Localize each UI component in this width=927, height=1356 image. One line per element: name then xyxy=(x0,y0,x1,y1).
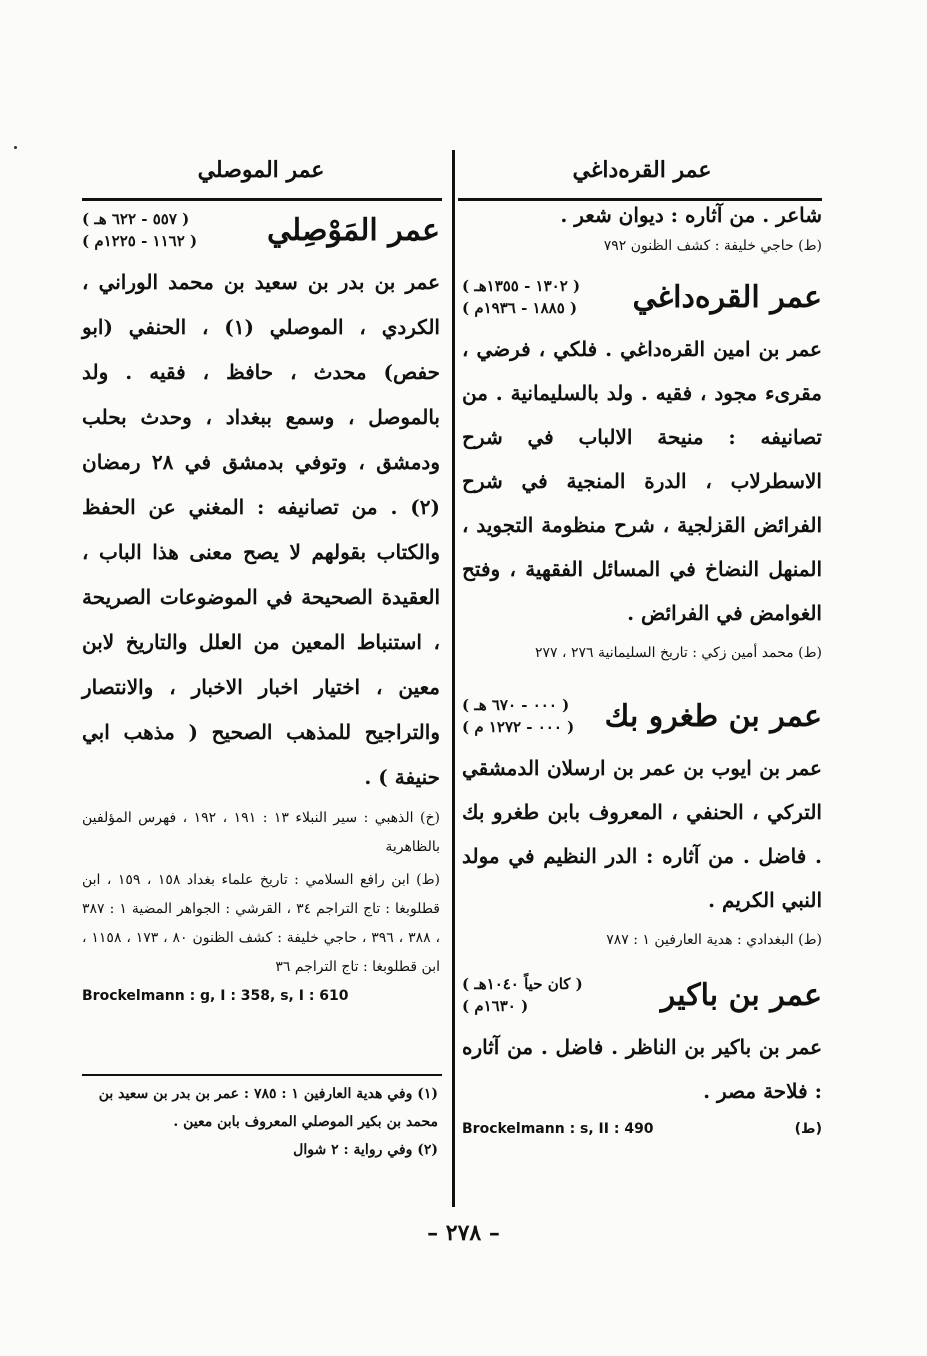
header-rule-right xyxy=(458,198,822,201)
gregorian-dates: ( ١٨٨٥ - ١٩٣٦م ) xyxy=(462,299,578,317)
entry-header xyxy=(462,973,822,1017)
entry-reference: (خ) الذهبي : سير النبلاء ١٣ : ١٩١ ، ١٩٢ ، فهرس المؤلفين بالظاهرية xyxy=(82,810,440,855)
speck xyxy=(14,146,17,149)
entry-name: عمر المَوْصِلي xyxy=(267,212,440,248)
entry-header xyxy=(462,275,822,319)
hijri-dates: ( ٠٠٠ - ٦٧٠ هـ ) xyxy=(462,696,570,714)
intro-reference: (ط) حاجي خليفة : كشف الظنون ٧٩٢ xyxy=(603,238,822,254)
footnotes xyxy=(82,1080,438,1164)
entry-body: عمر بن امين القره‌داغي . فلكي ، فرضي ، مقرىء مجود ، فقيه . ولد بالسليمانية . من تصانيفه : منيحة الالباب في شرح الاسطرلاب ، الدرة المنجية في شرح الفرائض القزلجية ، شرح منظومة التجويد ، المنهل النضاخ في المسائل الفقهية ، وفتح الغوامض في الفرائض . xyxy=(462,337,822,625)
entry-header xyxy=(82,208,440,252)
entry-reference: (ط) البغدادي : هدية العارفين ١ : ٧٨٧ xyxy=(606,932,822,948)
gregorian-dates: ( ٠٠٠ - ١٢٧٢ م ) xyxy=(462,718,575,736)
right-column xyxy=(462,150,822,1137)
hijri-dates: ( كان حياً ١٠٤٠هـ ) xyxy=(462,975,583,993)
hijri-dates: ( ١٣٠٢ - ١٣٥٥هـ ) xyxy=(462,277,581,295)
latin-reference: Brockelmann : g, I : 358, s, I : 610 xyxy=(82,988,349,1004)
left-column xyxy=(82,150,440,1010)
entry-dates xyxy=(462,973,583,1017)
entry-name: عمر بن طغرو بك xyxy=(604,698,822,734)
reference-marker: (ط) xyxy=(794,1121,822,1137)
column-divider xyxy=(452,150,455,1207)
page-number: – ٢٧٨ – xyxy=(427,1220,500,1246)
entry-body: عمر بن باكير بن الناظر . فاضل . من آثاره : فلاحة مصر . xyxy=(462,1035,822,1103)
entry-header xyxy=(462,694,822,738)
entry-reference-line xyxy=(462,1121,822,1137)
intro-text: شاعر . من آثاره : ديوان شعر . xyxy=(560,203,822,227)
hijri-dates: ( ٥٥٧ - ٦٢٢ هـ ) xyxy=(82,210,190,228)
entry-dates xyxy=(462,694,574,738)
footnote-rule xyxy=(82,1074,442,1076)
entry-dates xyxy=(462,275,580,319)
entry-name: عمر بن باكير xyxy=(660,977,822,1013)
left-column-header: عمر الموصلي xyxy=(197,157,325,183)
gregorian-dates: ( ١١٦٢ - ١٢٢٥م ) xyxy=(82,232,198,250)
entry-reference: (ط) ابن رافع السلامي : تاريخ علماء بغداد ١٥٨ ، ١٥٩ ، ابن قطلوبغا : تاج التراجم ٣٤ ، القرشي : الجواهر المضية ١ : ٣٨٧ ، ٣٨٨ ، ٣٩٦ ، حاجي خليفة : كشف الظنون ٨٠ ، ١٧٣ ، ١١٥٨ ، ابن قطلوبغا : تاج التراجم ٣٦ xyxy=(82,872,441,975)
right-column-header: عمر القره‌داغي xyxy=(572,157,712,183)
entry-dates xyxy=(82,208,197,252)
gregorian-dates: ( ١٦٣٠م ) xyxy=(462,997,529,1015)
latin-reference: Brockelmann : s, II : 490 xyxy=(462,1121,654,1137)
footnote: (١) وفي هدية العارفين ١ : ٧٨٥ : عمر بن بدر بن سعيد بن محمد بن بكير الموصلي المعروف بابن معين . xyxy=(98,1086,438,1130)
entry-name: عمر القره‌داغي xyxy=(632,279,822,315)
footnote: (٢) وفي رواية : ٢ شوال xyxy=(293,1142,438,1158)
entry-reference: (ط) محمد أمين زكي : تاريخ السليمانية ٢٧٦ ، ٢٧٧ xyxy=(535,645,822,661)
entry-body: عمر بن بدر بن سعيد بن محمد الوراني ، الكردي ، الموصلي (١) ، الحنفي (ابو حفص) محدث ، حافظ ، فقيه . ولد بالموصل ، وسمع ببغداد ، وحدث بحلب ودمشق ، وتوفي بدمشق في ٢٨ رمضان (٢) . من تصانيفه : المغني عن الحفظ والكتاب بقولهم لا يصح معنى هذا الباب ، العقيدة الصحيحة في الموضوعات الصريحة ، استنباط المعين من العلل والتاريخ لابن معين ، اختيار اخبار الاخبار ، والانتصار والتراجيح للمذهب الصحيح ( مذهب ابي حنيفة ) . xyxy=(82,270,440,789)
entry-body: عمر بن ايوب بن عمر بن ارسلان الدمشقي التركي ، الحنفي ، المعروف بابن طغرو بك . فاضل . من آثاره : الدر النظيم في مولد النبي الكريم . xyxy=(462,756,822,912)
